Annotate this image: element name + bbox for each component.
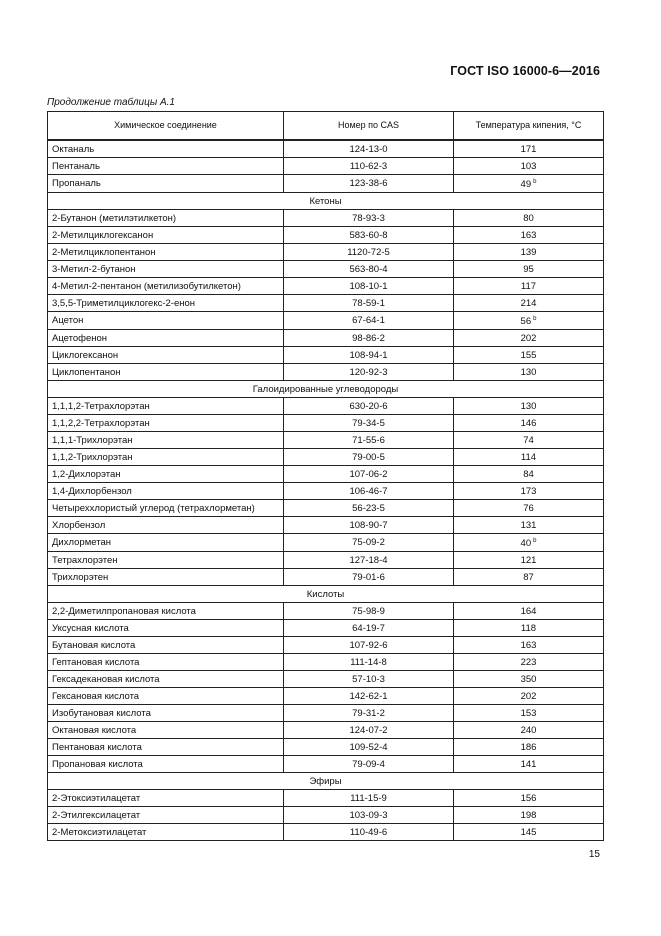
- boiling-point-value: 87: [523, 571, 534, 583]
- compound-name-cell: Тетрахлорэтен: [48, 552, 284, 569]
- compound-name-cell: Пентаналь: [48, 158, 284, 175]
- footnote-marker: b: [533, 316, 537, 322]
- boiling-point-cell: [454, 140, 604, 158]
- table-body: [48, 140, 604, 841]
- compound-name-cell: Ацетон: [48, 312, 284, 330]
- boiling-point-cell: [454, 175, 604, 193]
- cas-number-cell: 75-09-2: [284, 534, 454, 552]
- compound-name-cell: 1,1,1-Трихлорэтан: [48, 432, 284, 449]
- cas-number-cell: 583-60-8: [284, 227, 454, 244]
- table-row: [48, 756, 604, 773]
- boiling-point-cell: [454, 705, 604, 722]
- boiling-point-value: 198: [520, 809, 537, 821]
- section-title: Эфиры: [48, 773, 604, 790]
- cas-number-cell: 107-92-6: [284, 637, 454, 654]
- boiling-point-value: 186: [520, 741, 537, 753]
- cas-number-cell: 110-49-6: [284, 824, 454, 841]
- section-title: Кетоны: [48, 193, 604, 210]
- compound-name-cell: Октаналь: [48, 140, 284, 158]
- column-header-compound: Химическое соединение: [48, 112, 284, 141]
- compound-name-cell: 2-Метилциклогексанон: [48, 227, 284, 244]
- table-row: [48, 671, 604, 688]
- table-header-row: [48, 112, 604, 141]
- boiling-point-value: 145: [520, 826, 537, 838]
- section-row: [48, 193, 604, 210]
- cas-number-cell: 110-62-3: [284, 158, 454, 175]
- boiling-point-cell: [454, 500, 604, 517]
- section-row: [48, 381, 604, 398]
- cas-number-cell: 111-14-8: [284, 654, 454, 671]
- compound-name-cell: 4-Метил-2-пентанон (метилизобутилкетон): [48, 278, 284, 295]
- boiling-point-value: 153: [520, 707, 537, 719]
- cas-number-cell: 124-13-0: [284, 140, 454, 158]
- cas-number-cell: 127-18-4: [284, 552, 454, 569]
- compound-name-cell: Гексановая кислота: [48, 688, 284, 705]
- cas-number-cell: 71-55-6: [284, 432, 454, 449]
- boiling-point-value: 146: [520, 417, 537, 429]
- cas-number-cell: 64-19-7: [284, 620, 454, 637]
- compound-name-cell: 2-Метилциклопентанон: [48, 244, 284, 261]
- boiling-point-cell: [454, 364, 604, 381]
- cas-number-cell: 79-00-5: [284, 449, 454, 466]
- boiling-point-value: 40: [520, 538, 532, 549]
- boiling-point-value: 155: [520, 349, 537, 361]
- boiling-point-value: 56: [520, 316, 532, 327]
- boiling-point-value: 131: [520, 519, 537, 531]
- compound-name-cell: Октановая кислота: [48, 722, 284, 739]
- cas-number-cell: 79-34-5: [284, 415, 454, 432]
- compound-name-cell: Дихлорметан: [48, 534, 284, 552]
- boiling-point-cell: [454, 739, 604, 756]
- compound-name-cell: Ацетофенон: [48, 330, 284, 347]
- boiling-point-cell: [454, 347, 604, 364]
- table-row: [48, 398, 604, 415]
- boiling-point-cell: [454, 603, 604, 620]
- compound-name-cell: 2-Бутанон (метилэтилкетон): [48, 210, 284, 227]
- cas-number-cell: 124-07-2: [284, 722, 454, 739]
- boiling-point-cell: [454, 295, 604, 312]
- boiling-point-value: 80: [523, 212, 534, 224]
- compound-name-cell: 3-Метил-2-бутанон: [48, 261, 284, 278]
- cas-number-cell: 111-15-9: [284, 790, 454, 807]
- table-row: [48, 705, 604, 722]
- boiling-point-cell: [454, 244, 604, 261]
- table-row: [48, 722, 604, 739]
- table-row: [48, 347, 604, 364]
- cas-number-cell: 67-64-1: [284, 312, 454, 330]
- table-row: [48, 517, 604, 534]
- compound-name-cell: Бутановая кислота: [48, 637, 284, 654]
- compound-name-cell: 1,2-Дихлорэтан: [48, 466, 284, 483]
- table-caption: Продолжение таблицы А.1: [47, 97, 175, 108]
- boiling-point-cell: [454, 312, 604, 330]
- boiling-point-value: 95: [523, 263, 534, 275]
- boiling-point-cell: [454, 330, 604, 347]
- compound-name-cell: 1,1,1,2-Тетрахлорэтан: [48, 398, 284, 415]
- cas-number-cell: 563-80-4: [284, 261, 454, 278]
- boiling-point-cell: [454, 466, 604, 483]
- compound-name-cell: Гептановая кислота: [48, 654, 284, 671]
- boiling-point-value: 240: [520, 724, 537, 736]
- table-row: [48, 449, 604, 466]
- table-row: [48, 175, 604, 193]
- table-row: [48, 227, 604, 244]
- table-row: [48, 654, 604, 671]
- compound-name-cell: Пентановая кислота: [48, 739, 284, 756]
- boiling-point-cell: [454, 517, 604, 534]
- boiling-point-cell: [454, 807, 604, 824]
- cas-number-cell: 75-98-9: [284, 603, 454, 620]
- table-row: [48, 688, 604, 705]
- boiling-point-cell: [454, 534, 604, 552]
- footnote-marker: b: [533, 179, 537, 185]
- compound-name-cell: 2,2-Диметилпропановая кислота: [48, 603, 284, 620]
- document-header: ГОСТ ISO 16000-6—2016: [450, 64, 600, 78]
- compound-name-cell: Гексадекановая кислота: [48, 671, 284, 688]
- footnote-marker: b: [533, 538, 537, 544]
- compound-name-cell: 1,1,2,2-Тетрахлорэтан: [48, 415, 284, 432]
- page-number: 15: [588, 849, 600, 860]
- boiling-point-cell: [454, 449, 604, 466]
- boiling-point-cell: [454, 278, 604, 295]
- boiling-point-cell: [454, 210, 604, 227]
- compound-name-cell: Четыреххлористый углерод (тетрахлорметан): [48, 500, 284, 517]
- table-row: [48, 790, 604, 807]
- table-row: [48, 739, 604, 756]
- cas-number-cell: 142-62-1: [284, 688, 454, 705]
- boiling-point-value: 163: [520, 639, 537, 651]
- table-row: [48, 210, 604, 227]
- boiling-point-cell: [454, 824, 604, 841]
- table-row: [48, 415, 604, 432]
- boiling-point-value: 171: [520, 143, 537, 155]
- column-header-cas: Номер по CAS: [284, 112, 454, 141]
- table-row: [48, 603, 604, 620]
- compound-name-cell: Хлорбензол: [48, 517, 284, 534]
- boiling-point-value: 117: [520, 280, 537, 292]
- compound-name-cell: Пропаналь: [48, 175, 284, 193]
- boiling-point-value: 173: [520, 485, 537, 497]
- compound-name-cell: Циклогексанон: [48, 347, 284, 364]
- compound-name-cell: Трихлорэтен: [48, 569, 284, 586]
- cas-number-cell: 78-59-1: [284, 295, 454, 312]
- boiling-point-value: 118: [520, 622, 537, 634]
- boiling-point-cell: [454, 620, 604, 637]
- cas-number-cell: 56-23-5: [284, 500, 454, 517]
- boiling-point-cell: [454, 552, 604, 569]
- section-title: Галоидированные углеводороды: [48, 381, 604, 398]
- compound-name-cell: Изобутановая кислота: [48, 705, 284, 722]
- boiling-point-value: 130: [520, 366, 537, 378]
- table-row: [48, 295, 604, 312]
- table-row: [48, 261, 604, 278]
- boiling-point-cell: [454, 790, 604, 807]
- boiling-point-value: 139: [520, 246, 537, 258]
- table-row: [48, 466, 604, 483]
- cas-number-cell: 79-31-2: [284, 705, 454, 722]
- boiling-point-cell: [454, 483, 604, 500]
- table-row: [48, 534, 604, 552]
- cas-number-cell: 79-09-4: [284, 756, 454, 773]
- cas-number-cell: 57-10-3: [284, 671, 454, 688]
- cas-number-cell: 106-46-7: [284, 483, 454, 500]
- table-row: [48, 364, 604, 381]
- boiling-point-cell: [454, 398, 604, 415]
- boiling-point-value: 163: [520, 229, 537, 241]
- boiling-point-value: 49: [520, 179, 532, 190]
- compound-name-cell: Пропановая кислота: [48, 756, 284, 773]
- boiling-point-cell: [454, 261, 604, 278]
- table-row: [48, 500, 604, 517]
- boiling-point-value: 130: [520, 400, 537, 412]
- table-row: [48, 824, 604, 841]
- section-row: [48, 773, 604, 790]
- cas-number-cell: 108-10-1: [284, 278, 454, 295]
- cas-number-cell: 109-52-4: [284, 739, 454, 756]
- boiling-point-cell: [454, 722, 604, 739]
- table-row: [48, 244, 604, 261]
- table-row: [48, 312, 604, 330]
- table-row: [48, 140, 604, 158]
- boiling-point-value: 350: [520, 673, 537, 685]
- section-title: Кислоты: [48, 586, 604, 603]
- column-header-boiling-point: Температура кипения, °C: [454, 112, 604, 141]
- boiling-point-cell: [454, 415, 604, 432]
- boiling-point-cell: [454, 671, 604, 688]
- boiling-point-cell: [454, 227, 604, 244]
- table-row: [48, 278, 604, 295]
- table-row: [48, 807, 604, 824]
- boiling-point-value: 76: [523, 502, 534, 514]
- compound-name-cell: 2-Этилгексилацетат: [48, 807, 284, 824]
- compound-name-cell: Циклопентанон: [48, 364, 284, 381]
- boiling-point-value: 103: [520, 160, 537, 172]
- cas-number-cell: 108-94-1: [284, 347, 454, 364]
- boiling-point-value: 74: [523, 434, 534, 446]
- table-row: [48, 432, 604, 449]
- boiling-point-value: 84: [523, 468, 534, 480]
- cas-number-cell: 78-93-3: [284, 210, 454, 227]
- boiling-point-value: 202: [520, 690, 537, 702]
- cas-number-cell: 79-01-6: [284, 569, 454, 586]
- boiling-point-value: 156: [520, 792, 537, 804]
- boiling-point-value: 202: [520, 332, 537, 344]
- compound-name-cell: 2-Метоксиэтилацетат: [48, 824, 284, 841]
- cas-number-cell: 123-38-6: [284, 175, 454, 193]
- cas-number-cell: 1120-72-5: [284, 244, 454, 261]
- table-row: [48, 330, 604, 347]
- compound-name-cell: 1,1,2-Трихлорэтан: [48, 449, 284, 466]
- table-row: [48, 620, 604, 637]
- boiling-point-value: 214: [520, 297, 537, 309]
- compound-name-cell: 3,5,5-Триметилциклогекс-2-енон: [48, 295, 284, 312]
- boiling-point-cell: [454, 569, 604, 586]
- boiling-point-cell: [454, 637, 604, 654]
- compound-name-cell: Уксусная кислота: [48, 620, 284, 637]
- section-row: [48, 586, 604, 603]
- table-row: [48, 483, 604, 500]
- compound-name-cell: 1,4-Дихлорбензол: [48, 483, 284, 500]
- table-row: [48, 569, 604, 586]
- boiling-point-value: 164: [520, 605, 537, 617]
- cas-number-cell: 103-09-3: [284, 807, 454, 824]
- boiling-point-value: 114: [520, 451, 537, 463]
- cas-number-cell: 630-20-6: [284, 398, 454, 415]
- table-row: [48, 552, 604, 569]
- cas-number-cell: 120-92-3: [284, 364, 454, 381]
- boiling-point-cell: [454, 432, 604, 449]
- cas-number-cell: 108-90-7: [284, 517, 454, 534]
- boiling-point-value: 223: [520, 656, 537, 668]
- boiling-point-cell: [454, 756, 604, 773]
- cas-number-cell: 107-06-2: [284, 466, 454, 483]
- boiling-point-cell: [454, 688, 604, 705]
- table-row: [48, 158, 604, 175]
- boiling-point-cell: [454, 158, 604, 175]
- table-row: [48, 637, 604, 654]
- compound-name-cell: 2-Этоксиэтилацетат: [48, 790, 284, 807]
- cas-number-cell: 98-86-2: [284, 330, 454, 347]
- boiling-point-value: 121: [520, 554, 537, 566]
- boiling-point-value: 141: [520, 758, 537, 770]
- boiling-point-cell: [454, 654, 604, 671]
- data-table: [47, 111, 604, 841]
